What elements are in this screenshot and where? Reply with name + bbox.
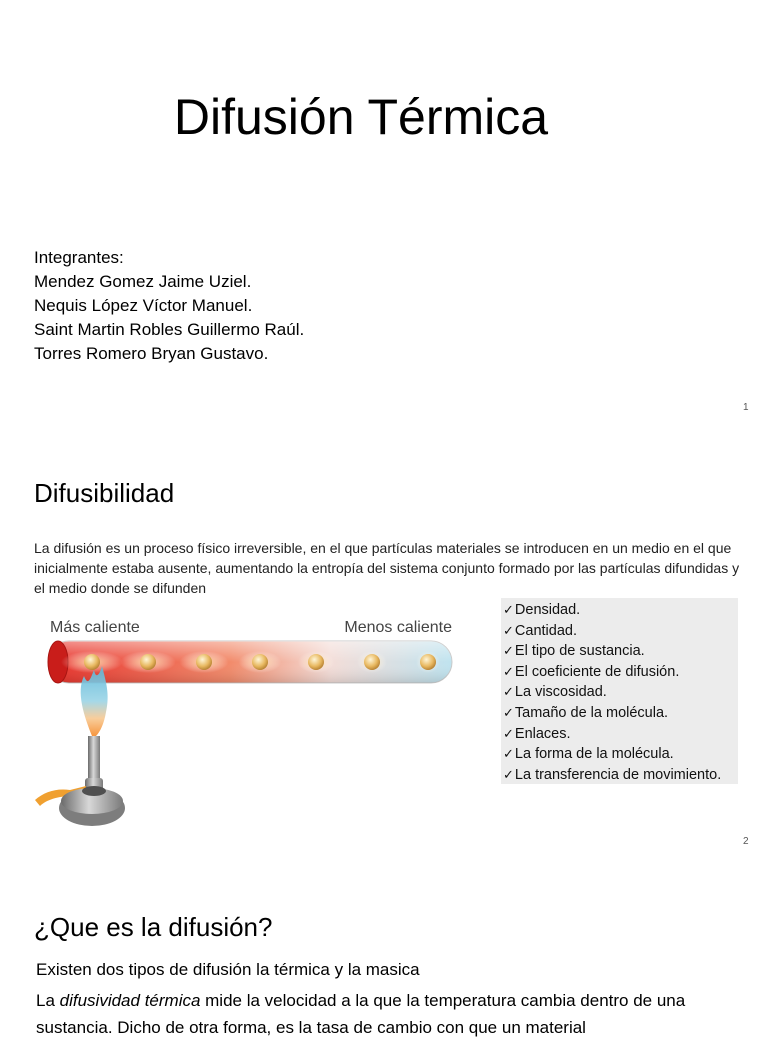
factor-label: El tipo de sustancia. [514,643,645,660]
factor-item [503,600,738,621]
member-item: Torres Romero Bryan Gustavo. [34,344,269,363]
check-icon: ✓ [503,622,514,638]
factor-label: Densidad. [514,602,581,618]
factor-item [503,744,738,765]
factor-label: El coeficiente de difusión. [514,663,680,680]
section-heading: ¿Que es la difusión? [34,912,273,942]
members-label: Integrantes: [34,248,124,267]
factors-list [503,600,738,785]
check-icon: ✓ [503,663,514,679]
particle [364,654,380,670]
members-block [34,246,304,366]
factor-item [503,765,738,786]
member-item: Nequis López Víctor Manuel. [34,296,253,315]
check-icon: ✓ [503,643,514,659]
factor-item [503,703,738,724]
body-text-paragraph [36,987,748,1041]
check-icon: ✓ [503,704,514,720]
check-icon: ✓ [503,684,514,700]
slide-title: Difusión Térmica [173,89,549,145]
heated-tube-illustration [30,608,470,840]
particle [196,654,212,670]
factor-item [503,641,738,662]
page-number: 2 [743,836,749,847]
text-run: La [36,991,60,1010]
factor-item [503,662,738,683]
body-text-line: Existen dos tipos de difusión la térmica y la masica [36,960,420,979]
hot-label: Más caliente [50,619,140,636]
particle [140,654,156,670]
check-icon: ✓ [503,602,514,617]
particle [252,654,268,670]
particle [420,654,436,670]
factor-label: Tamaño de la molécula. [514,704,669,721]
member-item: Saint Martin Robles Guillermo Raúl. [34,320,305,339]
factor-label: Cantidad. [514,622,577,639]
particle [308,654,324,670]
check-icon: ✓ [503,766,514,782]
factor-item [503,682,738,703]
italic-term: difusividad térmica [59,991,201,1010]
check-icon: ✓ [503,725,514,741]
factor-item [503,621,738,642]
cold-label: Menos caliente [344,619,452,636]
factors-box [501,598,738,784]
text-run: mide la velocidad a la que la temperatura cambia dentro de una sustancia. Dicho de otra forma, es la tasa de cambio con que un material [36,991,686,1037]
member-item: Mendez Gomez Jaime Uziel. [34,272,252,291]
factor-item [503,724,738,745]
check-icon: ✓ [503,746,514,762]
factor-label: La transferencia de movimiento. [514,766,722,783]
definition-paragraph: La difusión es un proceso físico irreversible, en el que partículas materiales se introducen en un medio en el que inicialmente estaba ausente, aumentando la entropía del sistema conjunto formado por las partículas difundidas y el medio donde se difunden [34,540,740,596]
factor-label: Enlaces. [514,725,571,742]
factor-label: La viscosidad. [514,684,607,701]
particle [84,654,100,670]
section-heading: Difusibilidad [34,478,175,508]
factor-label: La forma de la molécula. [514,746,674,763]
page-number: 1 [743,402,749,413]
burner-collar [82,786,106,796]
